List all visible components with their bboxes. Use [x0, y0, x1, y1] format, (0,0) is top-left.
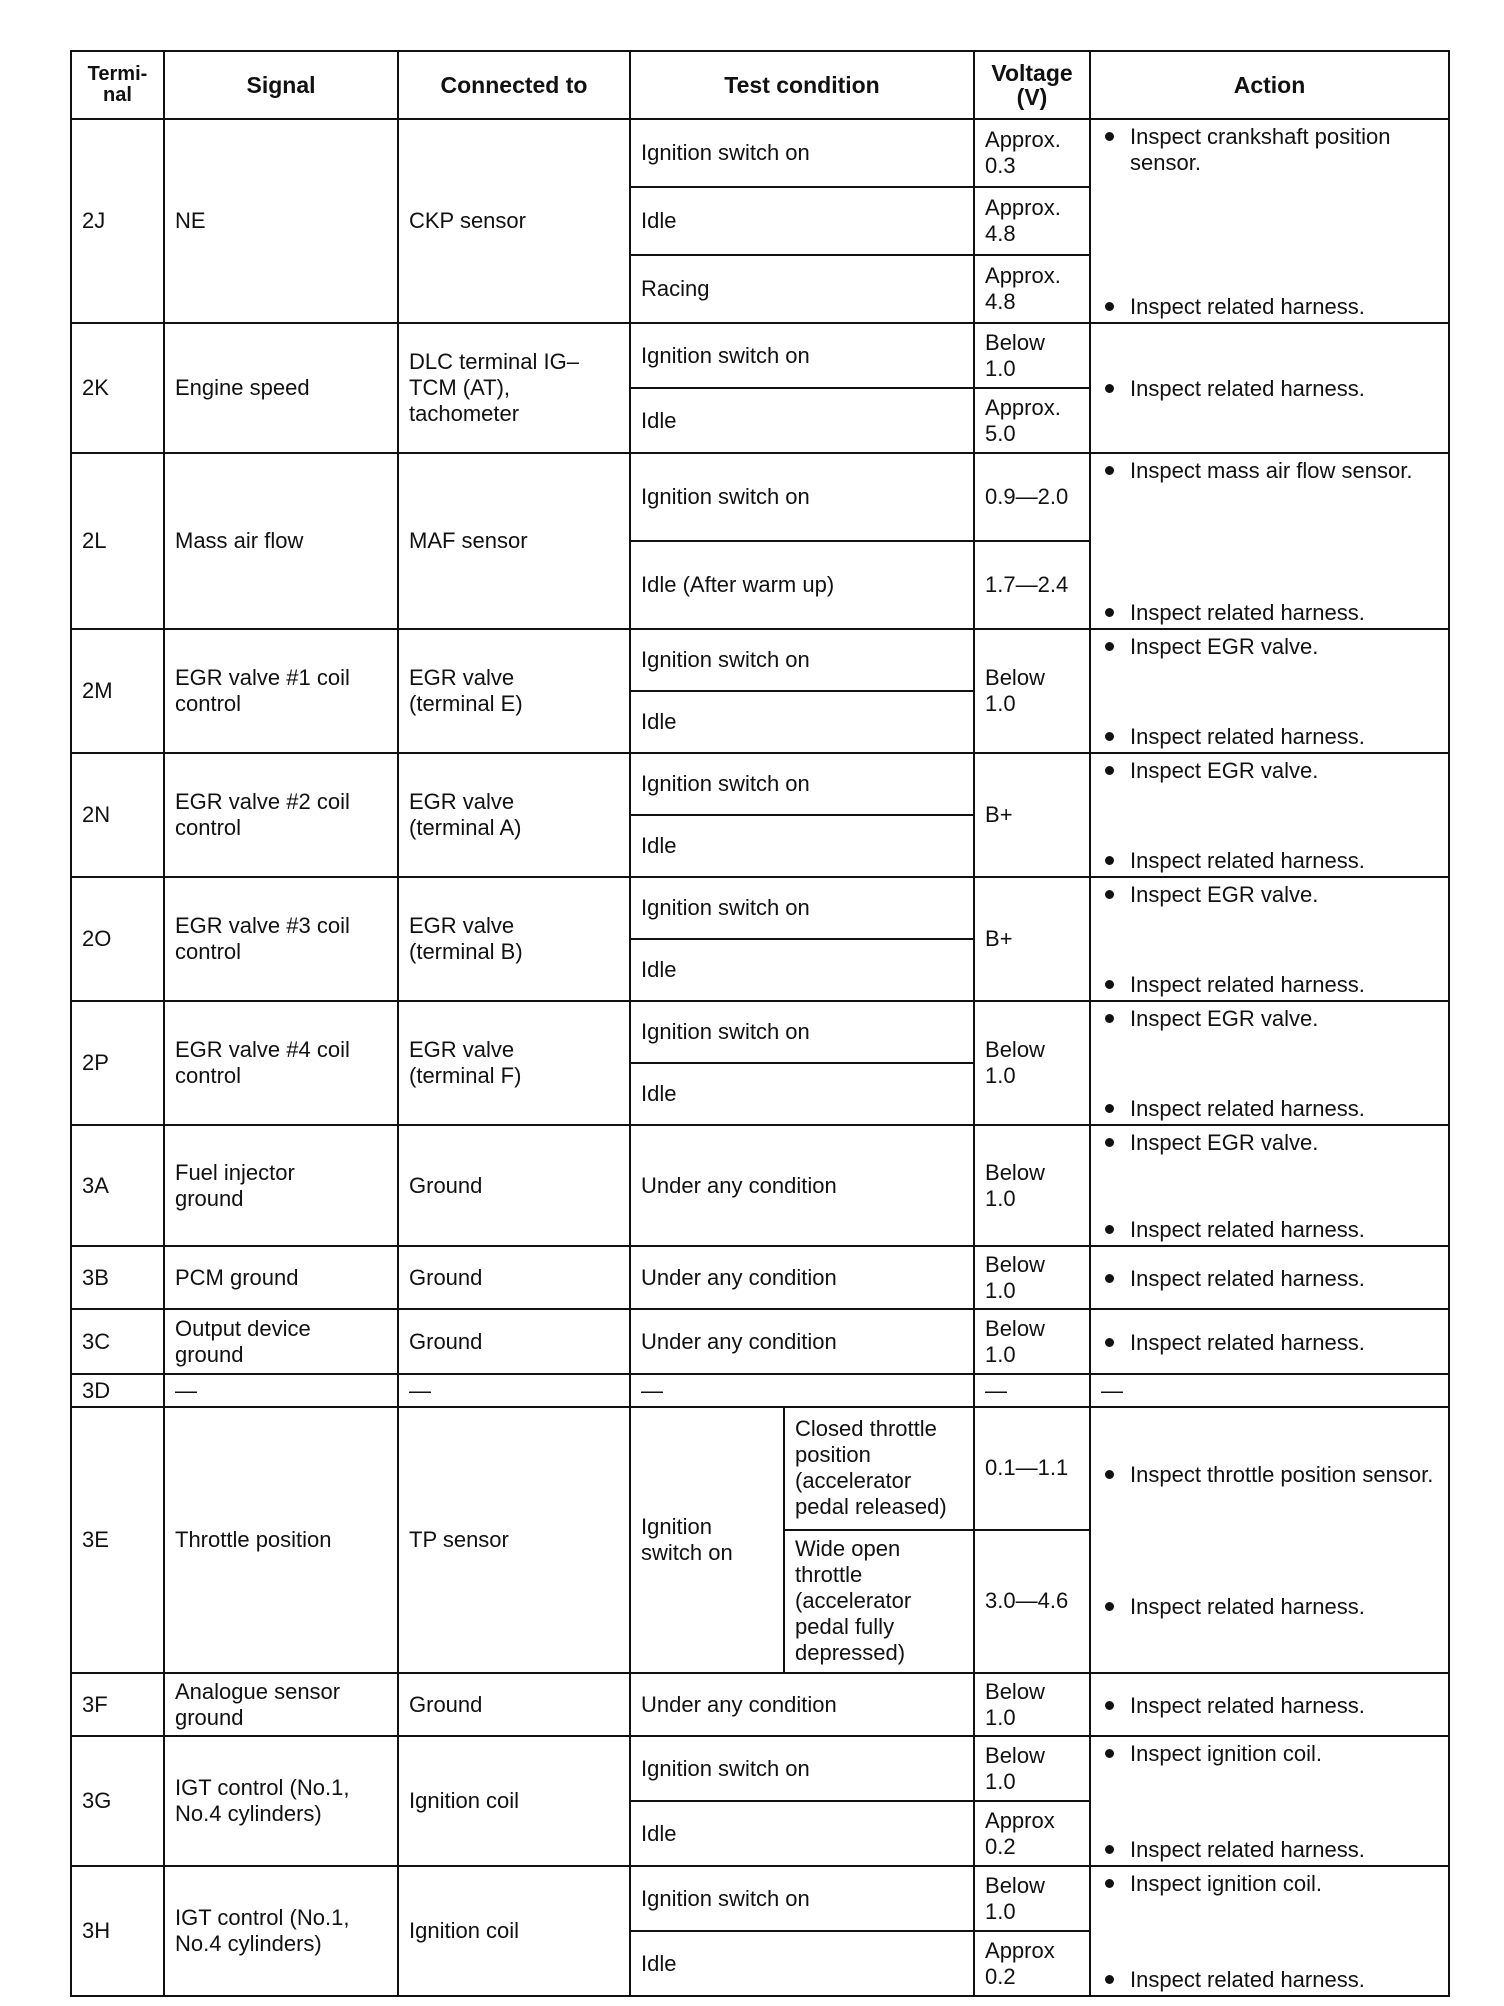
action-item: Inspect mass air flow sensor.	[1101, 458, 1438, 484]
terminal-cell: 2M	[71, 629, 164, 753]
connected-cell: —	[398, 1374, 630, 1407]
signal-cell: Throttle position	[164, 1407, 398, 1673]
condition-cell: Idle	[630, 1931, 974, 1996]
condition-cell: Idle	[630, 1063, 974, 1125]
header-voltage: Voltage (V)	[974, 51, 1090, 119]
condition-sub-cell: Wide open throttle (accelerator pedal fully depressed)	[784, 1530, 974, 1673]
action-item: Inspect related harness.	[1101, 1967, 1438, 1993]
action-item: Inspect related harness.	[1101, 600, 1438, 626]
bullet-icon	[1105, 766, 1114, 775]
condition-cell: Idle	[630, 939, 974, 1001]
condition-cell: Ignition switch on	[630, 1736, 974, 1801]
bullet-icon	[1105, 1274, 1114, 1283]
bullet-icon	[1105, 466, 1114, 475]
condition-cell: Ignition switch on	[630, 1001, 974, 1063]
voltage-cell: Below 1.0	[974, 1246, 1090, 1309]
voltage-cell: Approx 0.2	[974, 1931, 1090, 1996]
table-row	[71, 1246, 1449, 1309]
bullet-icon	[1105, 302, 1114, 311]
action-cell	[1090, 1246, 1449, 1309]
action-item: Inspect throttle position sensor.	[1101, 1462, 1433, 1488]
action-item: Inspect related harness.	[1101, 1217, 1438, 1243]
condition-cell: Under any condition	[630, 1246, 974, 1309]
terminal-cell: 3B	[71, 1246, 164, 1309]
action-cell	[1090, 323, 1449, 453]
table-row	[71, 1866, 1449, 1931]
table-row	[71, 1309, 1449, 1374]
action-item: Inspect related harness.	[1101, 1096, 1438, 1122]
action-cell	[1090, 119, 1449, 323]
connected-cell: EGR valve (terminal A)	[398, 753, 630, 877]
table-row	[71, 323, 1449, 388]
bullet-icon	[1105, 642, 1114, 651]
condition-cell: Under any condition	[630, 1125, 974, 1246]
connected-cell: Ground	[398, 1673, 630, 1736]
bullet-icon	[1105, 1749, 1114, 1758]
terminal-cell: 3E	[71, 1407, 164, 1673]
signal-cell: EGR valve #2 coil control	[164, 753, 398, 877]
action-item: Inspect related harness.	[1101, 294, 1438, 320]
signal-cell: Mass air flow	[164, 453, 398, 629]
voltage-cell: B+	[974, 753, 1090, 877]
bullet-icon	[1105, 1338, 1114, 1347]
bullet-icon	[1105, 1845, 1114, 1854]
table-row	[71, 1736, 1449, 1801]
condition-cell: Ignition switch on	[630, 453, 974, 541]
table-row	[71, 629, 1449, 691]
voltage-cell: Approx. 4.8	[974, 187, 1090, 255]
action-item: Inspect EGR valve.	[1101, 1006, 1438, 1032]
condition-cell: Ignition switch on	[630, 323, 974, 388]
condition-cell: Ignition switch on	[630, 877, 974, 939]
condition-cell: Idle	[630, 388, 974, 453]
voltage-cell: Below 1.0	[974, 629, 1090, 753]
action-cell	[1090, 1309, 1449, 1374]
table-row	[71, 1673, 1449, 1736]
action-item: Inspect related harness.	[1101, 724, 1438, 750]
voltage-cell: 3.0—4.6	[974, 1530, 1090, 1673]
action-cell	[1090, 1736, 1449, 1866]
signal-cell: Engine speed	[164, 323, 398, 453]
terminal-cell: 2L	[71, 453, 164, 629]
action-cell	[1090, 1125, 1449, 1246]
terminal-voltage-sheet	[70, 50, 1448, 1997]
action-cell	[1090, 1001, 1449, 1125]
condition-cell: Idle	[630, 1801, 974, 1866]
bullet-icon	[1105, 1014, 1114, 1023]
header-row	[71, 51, 1449, 119]
bullet-icon	[1105, 132, 1114, 141]
condition-cell: Ignition switch on	[630, 753, 974, 815]
terminal-cell: 2P	[71, 1001, 164, 1125]
action-cell	[1090, 753, 1449, 877]
voltage-cell: Below 1.0	[974, 323, 1090, 388]
signal-cell: Fuel injector ground	[164, 1125, 398, 1246]
signal-cell: IGT control (No.1, No.4 cylinders)	[164, 1736, 398, 1866]
bullet-icon	[1105, 890, 1114, 899]
connected-cell: CKP sensor	[398, 119, 630, 323]
bullet-icon	[1105, 1602, 1114, 1611]
connected-cell: Ground	[398, 1309, 630, 1374]
voltage-cell: Approx 0.2	[974, 1801, 1090, 1866]
terminal-cell: 3F	[71, 1673, 164, 1736]
terminal-cell: 3D	[71, 1374, 164, 1407]
voltage-cell: Approx. 4.8	[974, 255, 1090, 323]
action-item: Inspect ignition coil.	[1101, 1741, 1438, 1767]
action-item: Inspect EGR valve.	[1101, 758, 1438, 784]
table-row	[71, 877, 1449, 939]
pcm-terminal-voltage-table	[70, 50, 1450, 1997]
terminal-cell: 3A	[71, 1125, 164, 1246]
action-item: Inspect related harness.	[1101, 972, 1438, 998]
action-item: Inspect crankshaft position sensor.	[1101, 124, 1438, 176]
connected-cell: TP sensor	[398, 1407, 630, 1673]
bullet-icon	[1105, 1701, 1114, 1710]
table-row	[71, 1407, 1449, 1530]
action-item: Inspect EGR valve.	[1101, 634, 1438, 660]
terminal-cell: 3H	[71, 1866, 164, 1996]
action-item: Inspect related harness.	[1101, 1594, 1365, 1620]
table-row	[71, 753, 1449, 815]
action-cell	[1090, 1673, 1449, 1736]
connected-cell: Ground	[398, 1246, 630, 1309]
terminal-cell: 3G	[71, 1736, 164, 1866]
voltage-cell: Below 1.0	[974, 1001, 1090, 1125]
bullet-icon	[1105, 1470, 1114, 1479]
table-row	[71, 1374, 1449, 1407]
condition-cell: Ignition switch on	[630, 119, 974, 187]
voltage-cell: Below 1.0	[974, 1673, 1090, 1736]
signal-cell: IGT control (No.1, No.4 cylinders)	[164, 1866, 398, 1996]
table-row	[71, 119, 1449, 187]
condition-sub-cell: Closed throttle position (accelerator pedal released)	[784, 1407, 974, 1530]
connected-cell: EGR valve (terminal F)	[398, 1001, 630, 1125]
connected-cell: MAF sensor	[398, 453, 630, 629]
signal-cell: EGR valve #4 coil control	[164, 1001, 398, 1125]
voltage-cell: Below 1.0	[974, 1309, 1090, 1374]
voltage-cell: Below 1.0	[974, 1866, 1090, 1931]
condition-cell: Racing	[630, 255, 974, 323]
condition-cell: Under any condition	[630, 1309, 974, 1374]
action-item: Inspect related harness.	[1101, 1837, 1438, 1863]
table-row	[71, 1125, 1449, 1246]
action-cell	[1090, 1866, 1449, 1996]
header-action: Action	[1090, 51, 1449, 119]
voltage-cell: Approx. 0.3	[974, 119, 1090, 187]
header-signal: Signal	[164, 51, 398, 119]
bullet-icon	[1105, 1225, 1114, 1234]
voltage-cell: —	[974, 1374, 1090, 1407]
bullet-icon	[1105, 856, 1114, 865]
condition-cell: Idle	[630, 187, 974, 255]
terminal-cell: 2O	[71, 877, 164, 1001]
signal-cell: PCM ground	[164, 1246, 398, 1309]
action-cell: —	[1090, 1374, 1449, 1407]
signal-cell: Output device ground	[164, 1309, 398, 1374]
voltage-cell: Below 1.0	[974, 1736, 1090, 1801]
bullet-icon	[1105, 1975, 1114, 1984]
voltage-cell: Approx. 5.0	[974, 388, 1090, 453]
signal-cell: EGR valve #1 coil control	[164, 629, 398, 753]
bullet-icon	[1105, 1879, 1114, 1888]
signal-cell: EGR valve #3 coil control	[164, 877, 398, 1001]
condition-cell: Idle	[630, 815, 974, 877]
condition-cell: Idle	[630, 691, 974, 753]
condition-main-cell: Ignition switch on	[630, 1407, 784, 1673]
voltage-cell: 0.9—2.0	[974, 453, 1090, 541]
header-connected-to: Connected to	[398, 51, 630, 119]
action-cell	[1090, 453, 1449, 629]
action-item: Inspect related harness.	[1101, 1693, 1438, 1719]
voltage-cell: B+	[974, 877, 1090, 1001]
action-item: Inspect ignition coil.	[1101, 1871, 1438, 1897]
bullet-icon	[1105, 980, 1114, 989]
voltage-cell: Below 1.0	[974, 1125, 1090, 1246]
header-test-condition: Test condition	[630, 51, 974, 119]
signal-cell: —	[164, 1374, 398, 1407]
connected-cell: DLC terminal IG– TCM (AT), tachometer	[398, 323, 630, 453]
bullet-icon	[1105, 1104, 1114, 1113]
action-item: Inspect related harness.	[1101, 376, 1438, 402]
terminal-cell: 2N	[71, 753, 164, 877]
action-item: Inspect EGR valve.	[1101, 1130, 1438, 1156]
action-cell	[1090, 1407, 1449, 1673]
connected-cell: Ignition coil	[398, 1736, 630, 1866]
action-cell	[1090, 629, 1449, 753]
condition-cell: Ignition switch on	[630, 629, 974, 691]
bullet-icon	[1105, 384, 1114, 393]
connected-cell: EGR valve (terminal E)	[398, 629, 630, 753]
action-item: Inspect related harness.	[1101, 1266, 1438, 1292]
header-terminal: Termi- nal	[71, 51, 164, 119]
connected-cell: EGR valve (terminal B)	[398, 877, 630, 1001]
condition-cell: —	[630, 1374, 974, 1407]
terminal-cell: 2J	[71, 119, 164, 323]
signal-cell: Analogue sensor ground	[164, 1673, 398, 1736]
connected-cell: Ignition coil	[398, 1866, 630, 1996]
voltage-cell: 1.7—2.4	[974, 541, 1090, 629]
voltage-cell: 0.1—1.1	[974, 1407, 1090, 1530]
terminal-cell: 3C	[71, 1309, 164, 1374]
action-item: Inspect EGR valve.	[1101, 882, 1438, 908]
condition-cell: Ignition switch on	[630, 1866, 974, 1931]
table-row	[71, 1001, 1449, 1063]
action-cell	[1090, 877, 1449, 1001]
bullet-icon	[1105, 1138, 1114, 1147]
condition-cell: Under any condition	[630, 1673, 974, 1736]
connected-cell: Ground	[398, 1125, 630, 1246]
table-row	[71, 453, 1449, 541]
action-item: Inspect related harness.	[1101, 1330, 1438, 1356]
action-item: Inspect related harness.	[1101, 848, 1438, 874]
condition-cell: Idle (After warm up)	[630, 541, 974, 629]
terminal-cell: 2K	[71, 323, 164, 453]
signal-cell: NE	[164, 119, 398, 323]
bullet-icon	[1105, 608, 1114, 617]
bullet-icon	[1105, 732, 1114, 741]
